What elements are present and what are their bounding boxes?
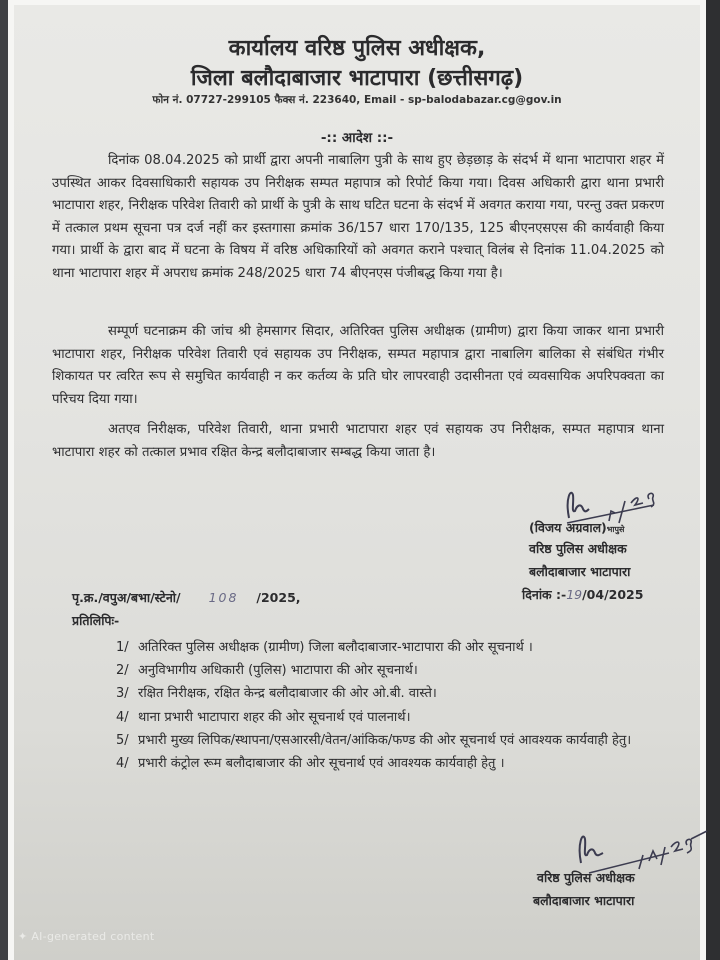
photo-left-edge	[0, 0, 8, 960]
list-item: 3/ रक्षित निरीक्षक, रक्षित केन्द्र बलौदाबाजार की ओर ओ.बी. वास्ते।	[116, 686, 437, 702]
list-item: 4/ थाना प्रभारी भाटापारा शहर की ओर सूचनार्थ एवं पालनार्थ।	[116, 709, 411, 725]
letterhead-office: कार्यालय वरिष्ठ पुलिस अधीक्षक,	[228, 36, 486, 61]
signatory-title: वरिष्ठ पुलिस अधीक्षक	[529, 541, 627, 556]
signatory-place: बलौदाबाजार भाटापारा	[529, 564, 631, 579]
signatory-name: (विजय अग्रवाल)भापुसे	[529, 520, 625, 535]
order-date: दिनांक :-19/04/2025	[522, 587, 644, 602]
order-paragraph-1: दिनांक 08.04.2025 को प्रार्थी द्वारा अपनी नाबालिग पुत्री के साथ हुए छेड़छाड़ के संदर्भ में थाना भाटापारा शहर में उपस्थित आकर दिवसाधिकारी सहायक उप निरीक्षक सम्पत महापात्र को रिपोर्ट किया गया। दिवस अधिकारी द्वारा थाना प्रभारी भाटापारा शहर, निरीक्षक परिवेश तिवारी को प्रार्थी के पुत्री के साथ घटित घटना के संदर्भ में अवगत कराया गया, परन्तु उक्त प्रकरण में तत्काल प्रथम सूचना पत्र दर्ज नहीं कर इस्तगासा क्रमांक 36/157 धारा 170/135, 125 बीएनएसएस की कार्यवाही किया गया। प्रार्थी के द्वारा बाद में घटना के विषय में वरिष्ठ अधिकारियों को अवगत कराने पश्चात् विलंब से दिनांक 11.04.2025 को थाना भाटापारा शहर में अपराध क्रमांक 248/2025 धारा 74 बीएनएस पंजीबद्ध किया गया है।	[52, 153, 664, 281]
list-item: 2/ अनुविभागीय अधिकारी (पुलिस) भाटापारा की ओर सूचनार्थ।	[116, 663, 418, 679]
photo-right-edge	[706, 0, 720, 960]
list-item: 4/ प्रभारी कंट्रोल रूम बलौदाबाजार की ओर सूचनार्थ एवं आवश्यक कार्यवाही हेतु ।	[116, 756, 505, 772]
letterhead-district: जिला बलौदाबाजार भाटापारा (छत्तीसगढ़)	[190, 66, 524, 91]
copy-signatory-place: बलौदाबाजार भाटापारा	[533, 893, 635, 908]
list-item: 1/ अतिरिक्त पुलिस अधीक्षक (ग्रामीण) जिला बलौदाबाजार-भाटापारा की ओर सूचनार्थ ।	[116, 640, 533, 655]
ai-generated-badge: ✦ AI-generated content	[18, 930, 155, 943]
copy-to-list	[116, 636, 676, 775]
list-item: 5/ प्रभारी मुख्य लिपिक/स्थापना/एसआरसी/वेतन/आंकिक/फण्ड की ओर सूचनार्थ एवं आवश्यक कार्यवाही हेतु।	[116, 732, 632, 748]
reference-number: पृ.क्र./वपुअ/बभा/स्टेनो/ 108 /2025,	[72, 590, 301, 605]
copy-signatory-title: वरिष्ठ पुलिस अधीक्षक	[537, 870, 635, 885]
letterhead-contact: फोन नं. 07727-299105 फैक्स नं. 223640, Email - sp-balodabazar.cg@gov.in	[152, 94, 562, 106]
order-paragraph-3: अतएव निरीक्षक, परिवेश तिवारी, थाना प्रभारी भाटापारा शहर एवं सहायक उप निरीक्षक, सम्पत महापात्र थाना भाटापारा शहर को तत्काल प्रभाव रक्षित केन्द्र बलौदाबाजार सम्बद्ध किया जाता है।	[52, 422, 664, 460]
order-title: -:: आदेश ::-	[320, 130, 394, 146]
copy-to-label: प्रतिलिपिः-	[72, 613, 120, 628]
document-page	[14, 5, 700, 960]
order-paragraph-2: सम्पूर्ण घटनाक्रम की जांच श्री हेमसागर सिदार, अतिरिक्त पुलिस अधीक्षक (ग्रामीण) द्वारा किया जाकर थाना प्रभारी भाटापारा शहर, निरीक्षक परिवेश तिवारी एवं सहायक उप निरीक्षक, सम्पत महापात्र द्वारा नाबालिग बालिका से संबंधित गंभीर शिकायत पर त्वरित रूप से समुचित कार्यवाही न कर कर्तव्य के प्रति घोर लापरवाही उदासीनता एवं व्यवसायिक अपरिपक्वता का परिचय दिया गया।	[52, 324, 664, 407]
